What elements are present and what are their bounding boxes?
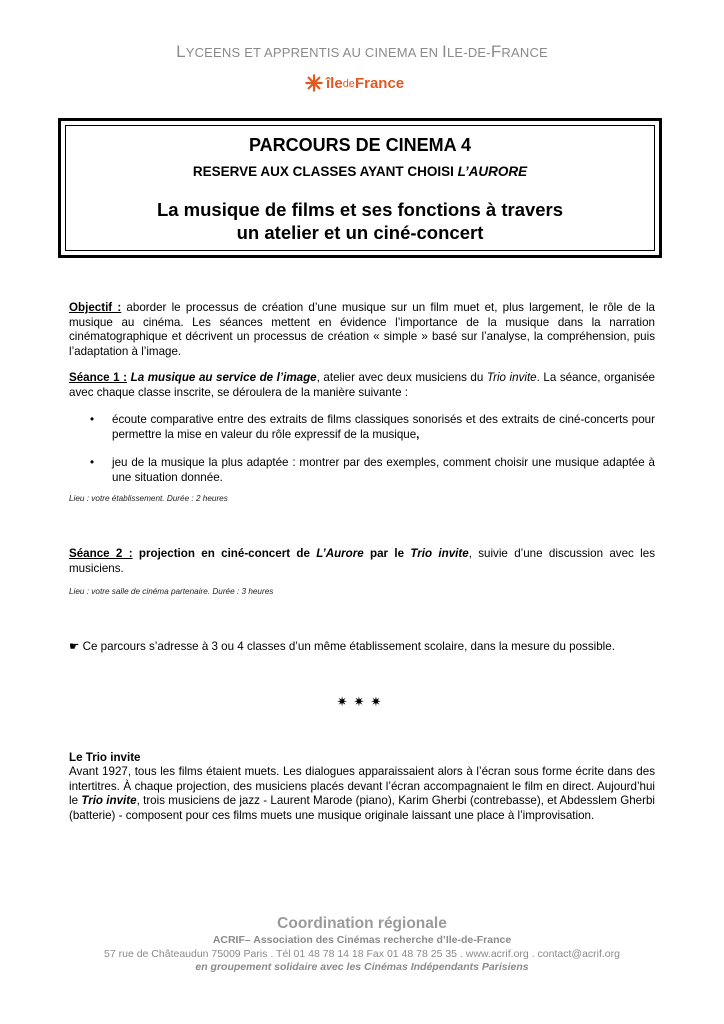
- seance1-paragraph: [69, 371, 655, 400]
- bullet-2-text: jeu de la musique la plus adaptée : montrer par des exemples, comment choisir une musique adaptée à une situation donnée.: [112, 456, 655, 484]
- seance1-label: Séance 1 :: [69, 371, 128, 384]
- iledefrance-logo: [305, 72, 404, 94]
- seance2-paragraph: [69, 547, 655, 576]
- footer-partnership: en groupement solidaire avec les Cinémas Indépendants Parisiens: [195, 961, 529, 973]
- footer-coordination: Coordination régionale: [277, 915, 447, 932]
- parcours-subtitle-film: L’AURORE: [457, 164, 528, 179]
- header-title: [0, 42, 724, 62]
- main-title-line-2: un atelier et un ciné-concert: [236, 222, 484, 243]
- parcours-subtitle-text: RESERVE AUX CLASSES AYANT CHOISI: [192, 164, 458, 179]
- seance1-trio: Trio invite: [486, 371, 537, 384]
- parcours-main-title: [66, 198, 654, 244]
- logo-ile: île: [326, 74, 343, 92]
- seance1-text-1: , atelier avec deux musiciens du: [316, 371, 487, 384]
- seance2-label: Séance 2 :: [69, 547, 133, 560]
- logo-de: de: [342, 78, 355, 90]
- seance1-text-2: . La séance, organisée avec chaque classe inscrite, se déroulera de la manière suivante :: [69, 371, 655, 399]
- objectif-paragraph: [69, 301, 655, 359]
- seance2-bold-1: projection en ciné-concert de: [132, 547, 317, 560]
- trio-paragraph: [69, 765, 655, 823]
- star-burst-icon: [305, 74, 323, 92]
- seance1-title: La musique au service de l’image: [127, 371, 317, 384]
- bullet-2-marker: •: [90, 456, 95, 469]
- trio-text-2: , trois musiciens de jazz - Laurent Marode (piano), Karim Gherbi (contrebasse), et Abdesslem Gherbi (batterie) - composent pour ces films muets une musique originale laissant une place à l’improvisation.: [69, 794, 655, 822]
- parcours-subtitle: [66, 164, 654, 179]
- objectif-text: aborder le processus de création d’une musique sur un film muet et, plus largement, le rôle de la musique au cinéma. Les séances mettent en évidence l’importance de la musique dans la narration cinématographique et décrivent un processus de création « simple » basé sur l’analyse, la compréhension, puis l’adaptation à l’image.: [69, 301, 656, 358]
- header-title-initial-f: F: [490, 42, 502, 61]
- main-title-line-1: La musique de films et ses fonctions à travers: [156, 199, 564, 220]
- pointing-hand-icon: ☛: [69, 640, 80, 653]
- seance2-text: , suivie d’une discussion avec les musiciens.: [69, 547, 655, 575]
- bullet-1-end: ,: [416, 427, 420, 441]
- header-title-initial-i: I: [442, 42, 447, 61]
- logo-france: France: [354, 74, 405, 92]
- bullet-1-body: écoute comparative entre des extraits de films classiques sonorisés et des extraits de ciné-concerts pour permettre la mise en valeur du rôle expressif de la musique: [112, 413, 655, 441]
- title-box: [58, 118, 662, 258]
- header-title-part-1: YCEENS ET APPRENTIS AU CINEMA EN: [185, 45, 443, 60]
- trio-name: Trio invite: [81, 794, 137, 808]
- footer-address: 57 rue de Châteaudun 75009 Paris . Tél 01 48 78 14 18 Fax 01 48 78 25 35 . www.acrif.org . contact@acrif.org: [104, 948, 620, 960]
- objectif-label: Objectif :: [69, 301, 122, 314]
- bullet-1-marker: •: [90, 413, 95, 426]
- seance2-lieu: Lieu : votre salle de cinéma partenaire. Durée : 3 heures: [69, 587, 274, 596]
- parcours-title: PARCOURS DE CINEMA 4: [248, 135, 472, 155]
- header-title-part-3: RANCE: [501, 45, 548, 60]
- seance2-trio: Trio invite: [410, 547, 469, 560]
- trio-heading: [69, 751, 655, 766]
- header-title-part-2: LE-DE-: [446, 45, 491, 60]
- trio-heading-text: Le Trio invite: [69, 751, 141, 764]
- footer-association: ACRIF– Association des Cinémas recherche d’Ile-de-France: [212, 934, 512, 946]
- note-text: Ce parcours s’adresse à 3 ou 4 classes d’un même établissement scolaire, dans la mesure du possible.: [79, 640, 615, 653]
- note-paragraph: [69, 640, 655, 655]
- seance2-aurore: L’Aurore: [316, 547, 364, 560]
- seance2-bold-2: par le: [363, 547, 411, 560]
- seance1-lieu: Lieu : votre établissement. Durée : 2 heures: [69, 494, 228, 503]
- stars-divider: ✷✷✷: [336, 694, 388, 709]
- bullet-1-text: [112, 413, 655, 442]
- trio-text-1: Avant 1927, tous les films étaient muets. Les dialogues apparaissaient alors à l’écran sous forme écrite dans des intertitres. À chaque projection, des musiciens placés devant l’écran accompagnaient le film en direct. Aujourd’hui le: [69, 765, 655, 808]
- title-box-inner: [65, 125, 655, 251]
- header-title-initial-l: L: [176, 42, 186, 61]
